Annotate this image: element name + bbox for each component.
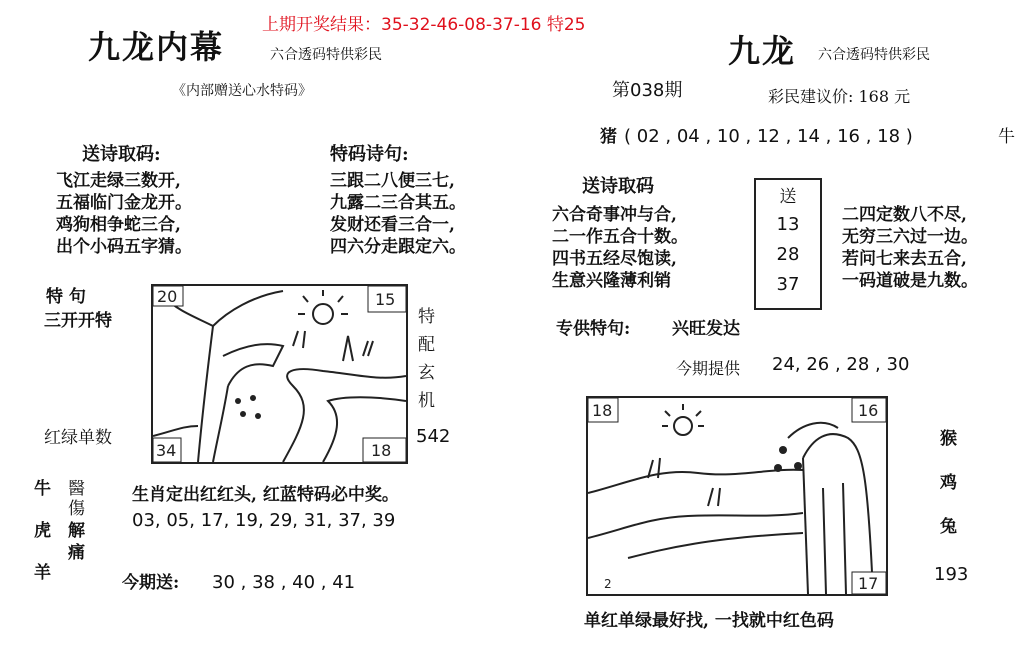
poem-line: 四六分走跟定六。: [330, 237, 466, 257]
zodiac-1: 牛: [34, 479, 51, 499]
pig-label: 猪: [600, 127, 617, 147]
price: 彩民建议价: 168 元: [768, 87, 911, 106]
poem-line: 三跟二八便三七,: [330, 171, 455, 191]
tree-branch: [223, 344, 283, 386]
zodiac-2: 虎: [34, 521, 51, 541]
pic-num-tl: 20: [157, 287, 178, 306]
zodiac-line: 生肖定出红红头, 红蓝特码必中奖。: [132, 485, 399, 505]
send-numbers: 30 , 38 , 40 , 41: [212, 572, 356, 593]
poem-line: 四书五经尽饱读,: [552, 249, 677, 269]
left-title: 九龙内幕: [88, 28, 225, 66]
poem-line: 一码道破是九数。: [842, 271, 978, 291]
poem-line: 鸡狗相争蛇三合,: [56, 215, 181, 235]
pic-num-br: 18: [371, 441, 392, 460]
sun: [313, 304, 333, 324]
left-poem2-title: 特码诗句:: [330, 144, 409, 165]
pic-num-tr: 15: [375, 290, 396, 309]
side-vertical-text: [418, 306, 435, 418]
special-phrase-text: 三开开特: [44, 311, 112, 331]
pic-num-tr: 16: [858, 401, 879, 420]
special-phrase-label: 特 句: [46, 287, 86, 307]
left-poem1-title: 送诗取码:: [82, 144, 161, 165]
left-subtitle: 六合透码特供彩民: [270, 47, 382, 63]
sun: [674, 417, 692, 435]
tree-trunk: [198, 291, 283, 462]
right-side-number: 193: [934, 564, 969, 585]
poem-line: 五福临门金龙开。: [56, 193, 192, 213]
poem-line: 飞江走绿三数开,: [56, 171, 181, 191]
provide-numbers: 24, 26 , 28 , 30: [772, 354, 910, 375]
special-text: 兴旺发达: [672, 319, 740, 339]
poem-line: 六合奇事冲与合,: [552, 205, 677, 225]
box-number: 13: [776, 214, 800, 235]
red-green-odd: 红绿单数: [44, 428, 112, 448]
poem-line: 无穷三六过一边。: [842, 227, 978, 247]
poem-line: 二一作五合十数。: [552, 227, 688, 247]
left-side-number: 542: [416, 426, 451, 447]
pig-end: 牛: [998, 127, 1015, 147]
pic-num-tl: 18: [592, 401, 613, 420]
animal-1: 猴: [940, 429, 957, 449]
send-number-box: [754, 178, 822, 310]
pic-num-bl: 34: [156, 441, 177, 460]
pic-num-br: 17: [858, 574, 879, 593]
left-illustration: [151, 284, 408, 464]
left-poem2: [330, 170, 466, 258]
side-char: 配: [418, 335, 435, 355]
right-title: 九龙: [728, 32, 797, 70]
landscape-drawing: [588, 398, 886, 594]
right-poem-right: [842, 204, 978, 292]
provide-label: 今期提供: [676, 359, 741, 378]
side-char: 玄: [418, 363, 435, 383]
poem-line: 生意兴隆薄利销: [552, 271, 671, 291]
box-label: 送: [779, 187, 797, 207]
zodiac-numbers: 03, 05, 17, 19, 29, 31, 37, 39: [132, 510, 396, 531]
right-illustration: [586, 396, 888, 596]
animal-3: 兔: [940, 517, 957, 537]
bottom-phrase: 单红单绿最好找, 一找就中红色码: [584, 611, 834, 631]
poem-line: 发财还看三合一,: [330, 215, 455, 235]
special-label: 专供特句:: [556, 319, 631, 339]
left-poem1: [56, 170, 192, 258]
issue-number: 第038期: [612, 80, 683, 101]
poem-line: 九露二三合其五。: [330, 193, 466, 213]
side-char: 机: [418, 391, 435, 411]
poem-line: 二四定数八不尽,: [842, 205, 967, 225]
riddle-4: 痛: [68, 543, 85, 563]
poem-line: 若问七来去五合,: [842, 249, 967, 269]
box-number: 37: [776, 274, 800, 295]
animal-2: 鸡: [940, 473, 957, 493]
river-bank: [588, 470, 803, 493]
cliff: [803, 434, 873, 594]
right-subtitle: 六合透码特供彩民: [818, 47, 930, 63]
left-note: 《内部赠送心水特码》: [172, 83, 312, 99]
send-label: 今期送:: [122, 573, 180, 593]
riddle-3: 解: [68, 521, 85, 541]
zodiac-3: 羊: [34, 563, 51, 583]
box-number: 28: [776, 244, 800, 265]
side-char: 特: [418, 307, 435, 327]
pig-numbers: ( 02 , 04 , 10 , 12 , 14 , 16 , 18 ): [624, 126, 913, 147]
riddle-1: 醫: [68, 479, 85, 499]
last-draw-result: 上期开奖结果：35-32-46-08-37-16 特25: [262, 15, 586, 35]
riddle-2: 傷: [68, 499, 85, 519]
landscape-drawing: [153, 286, 406, 462]
branch: [788, 423, 838, 438]
pic-num-bl: 2: [604, 577, 612, 591]
poem-line: 出个小码五字猜。: [56, 237, 192, 257]
right-poem-left: [552, 204, 688, 292]
right-poem-title: 送诗取码: [582, 176, 654, 197]
